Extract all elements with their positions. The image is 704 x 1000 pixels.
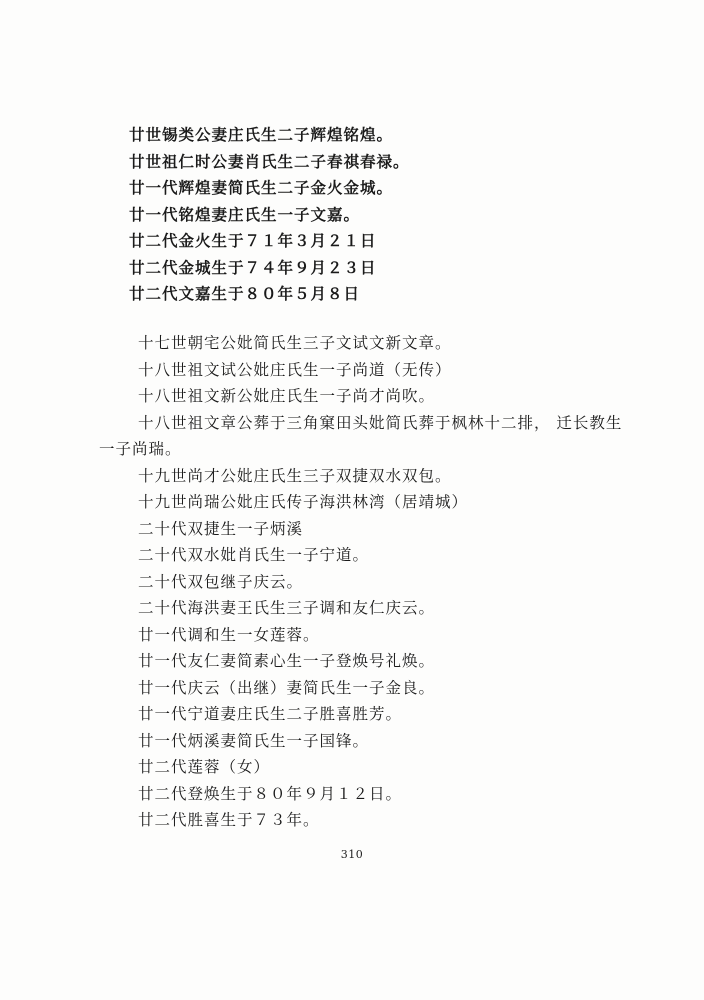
page-number: 310 [340, 848, 364, 861]
text-line: 廿一代调和生一女莲蓉。 [138, 625, 320, 644]
text-line: 十八世祖文试公妣庄氏生一子尚道（无传） [138, 360, 452, 379]
text-line: 廿二代金火生于７１年３月２１日 [129, 231, 377, 250]
text-line: 廿一代辉煌妻简氏生二子金火金城。 [129, 178, 394, 197]
text-line: 十九世尚才公妣庄氏生三子双捷双水双包。 [138, 466, 452, 485]
text-line: 二十代双水妣肖氏生一子宁道。 [138, 546, 370, 564]
text-line: 廿二代莲蓉（女） [138, 758, 271, 776]
text-line: 廿二代金城生于７４年９月２３日 [129, 257, 377, 277]
text-line: 廿一代庆云（出继）妻简氏生一子金良。 [138, 678, 436, 697]
text-line: 廿世锡类公妻庄氏生二子辉煌铭煌。 [129, 125, 394, 144]
text-line: 廿二代胜喜生于７３年。 [138, 811, 320, 829]
text-line: 十八世祖文章公葬于三角窠田头妣简氏葬于枫林十二排， 迁长教生 [138, 413, 623, 432]
text-line: 二十代双捷生一子炳溪 [138, 519, 304, 538]
section-genealogy-part2 [0, 330, 704, 834]
text-line: 十八世祖文新公妣庄氏生一子尚才尚吹。 [138, 387, 436, 405]
text-line: 廿一代宁道妻庄氏生二子胜喜胜芳。 [138, 705, 403, 723]
text-line: 十七世朝宅公妣简氏生三子文试文新文章。 [138, 334, 452, 352]
text-line: 廿一代友仁妻简素心生一子登焕号礼焕。 [138, 652, 436, 670]
text-line: 廿世祖仁时公妻肖氏生二子春祺春禄。 [129, 151, 410, 171]
text-line: 廿一代炳溪妻简氏生一子国锋。 [138, 731, 370, 750]
text-line: 十九世尚瑞公妣庄氏传子海洪林湾（居靖城） [138, 493, 469, 511]
text-line: 廿一代铭煌妻庄氏生一子文嘉。 [129, 204, 361, 224]
text-line-continuation: 一子尚瑞。 [99, 440, 182, 458]
text-line: 廿二代文嘉生于８０年５月８日 [129, 284, 361, 303]
text-line: 二十代双包继子庆云。 [138, 572, 304, 591]
section-genealogy-part1 [0, 122, 704, 308]
text-line: 二十代海洪妻王氏生三子调和友仁庆云。 [138, 599, 436, 617]
text-line: 廿二代登焕生于８０年９月１２日。 [138, 784, 403, 803]
